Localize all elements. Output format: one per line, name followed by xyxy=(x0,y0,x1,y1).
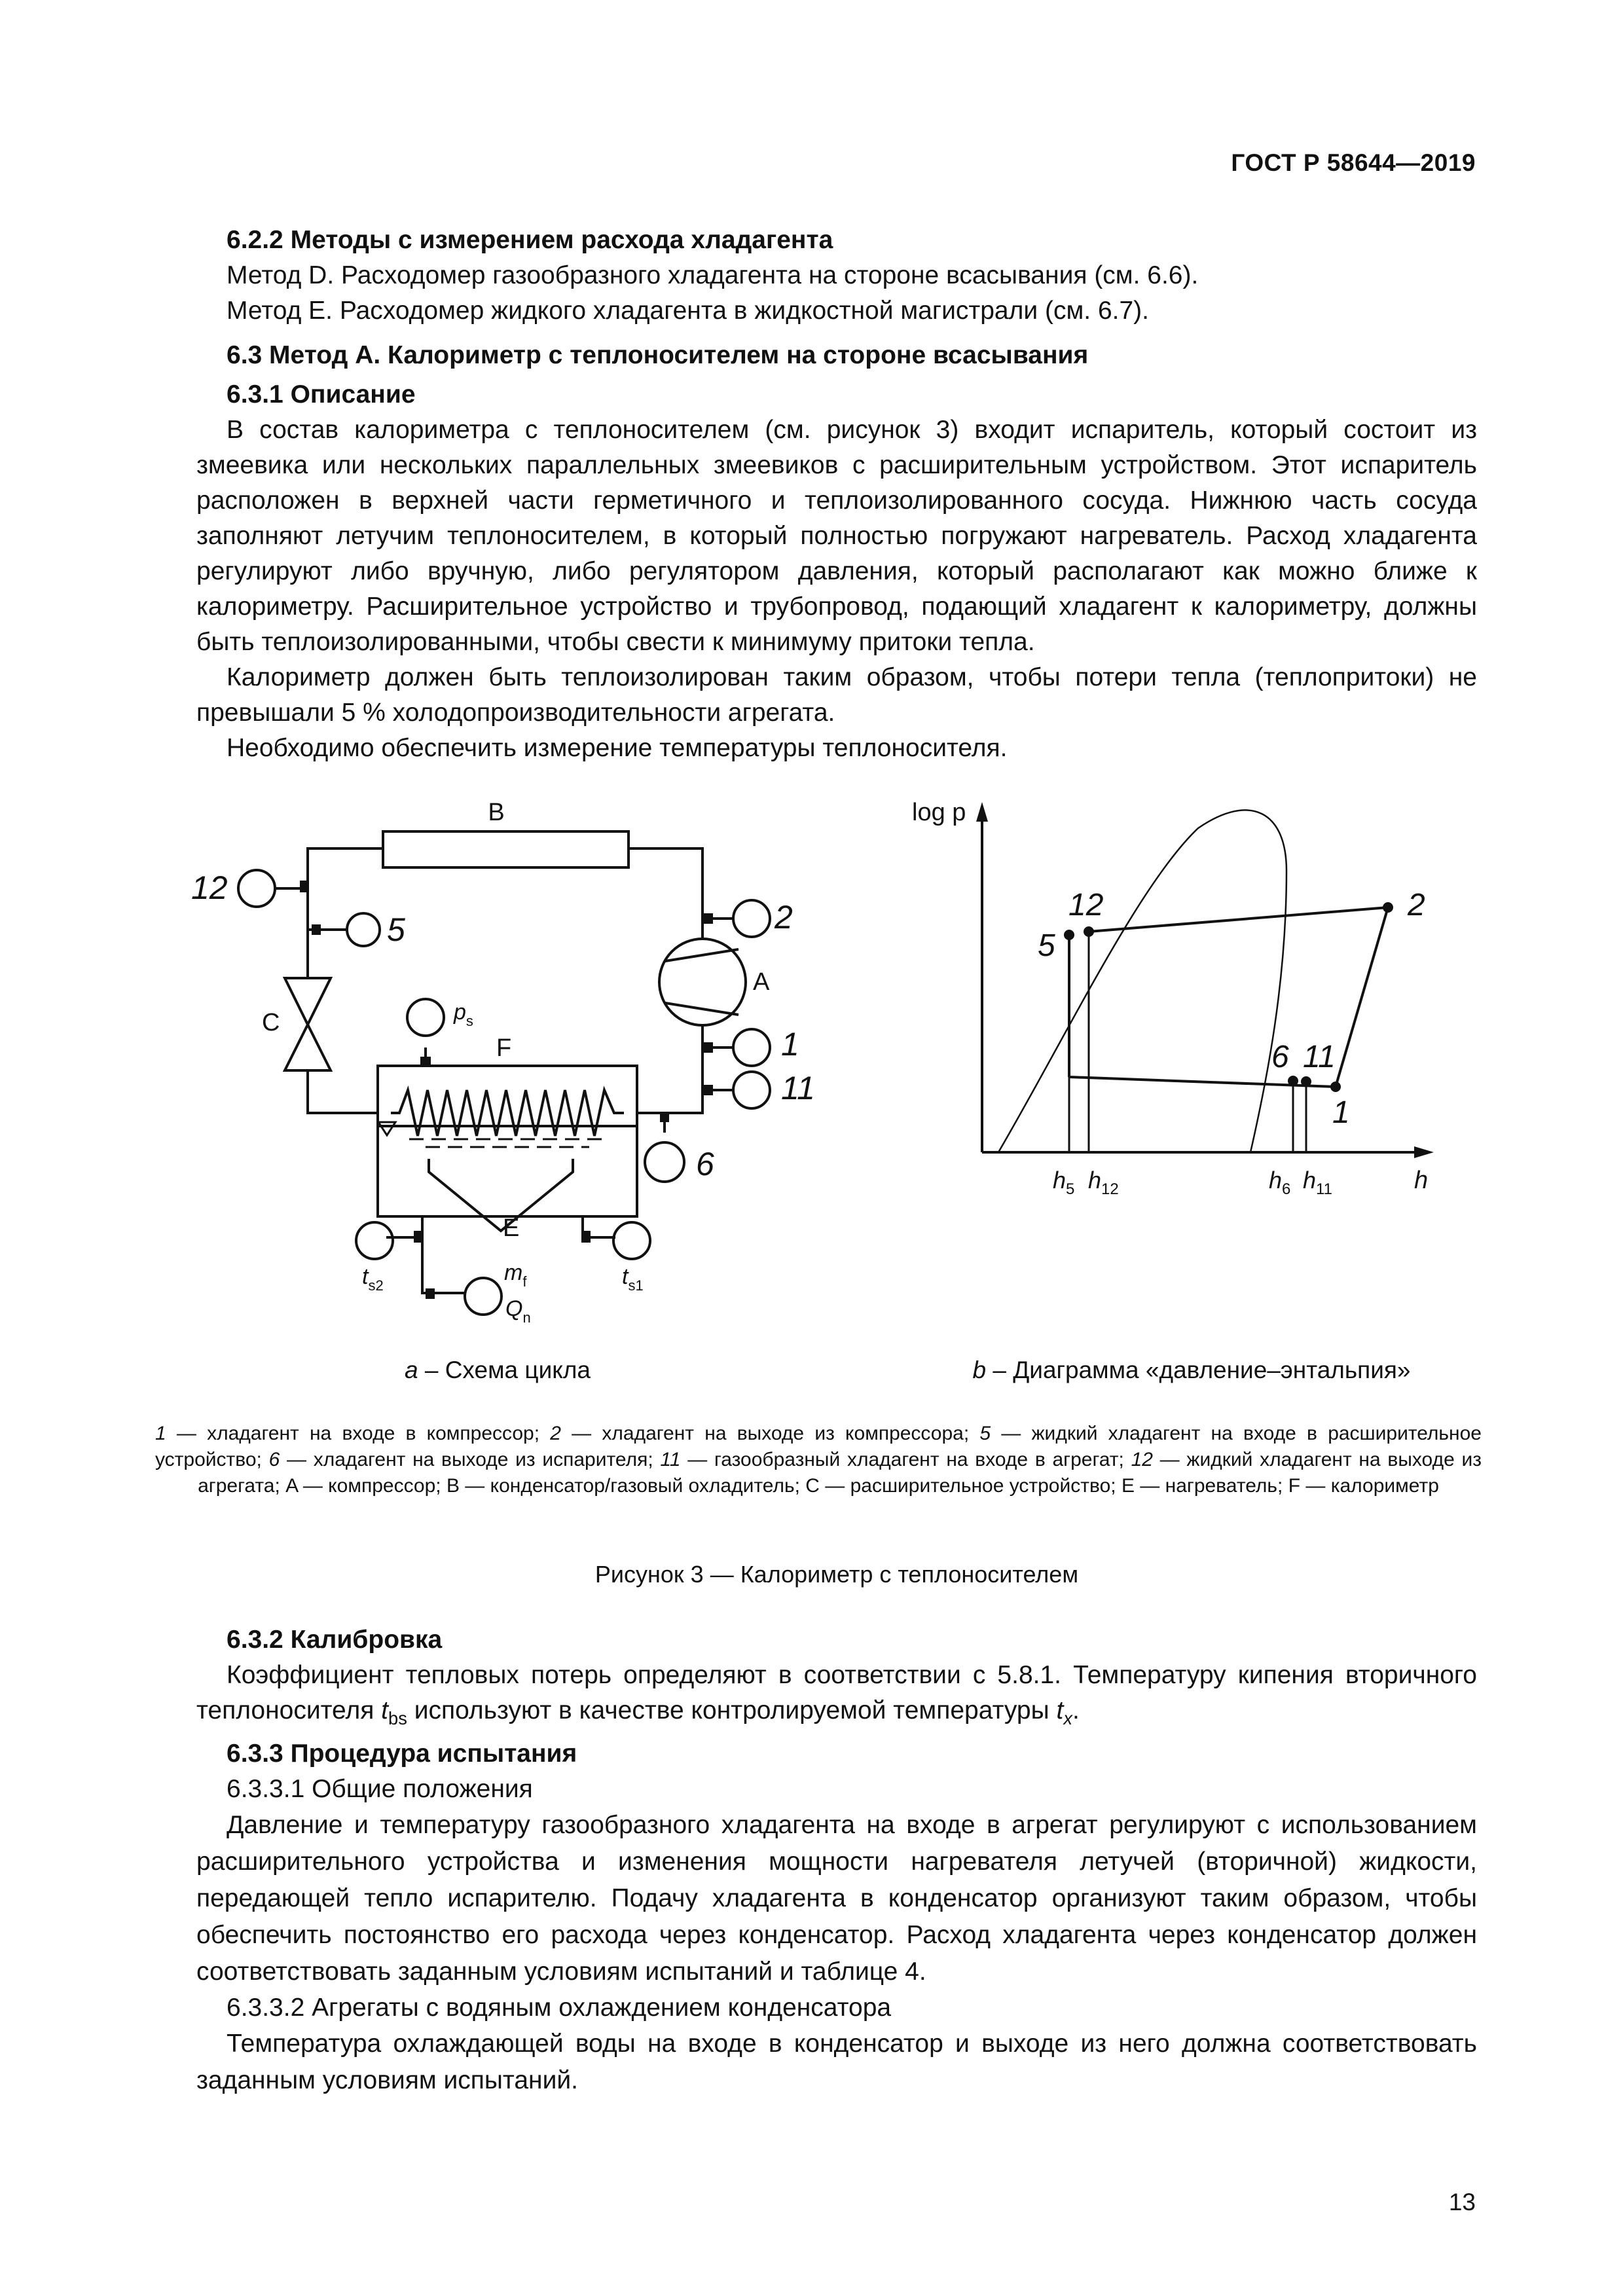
tick-h5: $h_5$ xyxy=(1053,1167,1075,1198)
label-qn: $Q_n$ xyxy=(505,1296,531,1326)
calibration-section xyxy=(196,1622,1477,2099)
heading-6-3-3: 6.3.3 Процедура испытания xyxy=(227,1739,577,1768)
label-a: A xyxy=(753,968,770,996)
ph-chart xyxy=(912,799,1434,1198)
label-f: F xyxy=(496,1034,512,1062)
calorimeter-f xyxy=(378,1066,637,1216)
cycle-schematic xyxy=(238,831,770,1315)
schematic-labels xyxy=(191,799,815,1326)
heading-6-3-2: 6.3.2 Калибровка xyxy=(227,1626,443,1654)
tick-h12: $h_{12}$ xyxy=(1088,1167,1119,1198)
sensor-12 xyxy=(238,870,275,907)
chart-label-5: 5 xyxy=(1038,928,1055,963)
figure-title: Рисунок 3 — Калориметр с теплоносителем xyxy=(594,1561,1079,1588)
evaporator-coil xyxy=(391,1090,624,1136)
marker-guides xyxy=(1069,932,1306,1152)
page-number: 13 xyxy=(1448,2189,1476,2215)
saturation-dome xyxy=(998,810,1286,1152)
document-code: ГОСТ Р 58644—2019 xyxy=(1231,149,1476,176)
label-ts2: $t_{s2}$ xyxy=(362,1264,384,1294)
chart-label-1: 1 xyxy=(1332,1095,1350,1130)
paragraph-description: В состав калориметра с теплоносителем (см. рисунок 3) входит испаритель, который состоит из змеевика или нескольких параллельных змеевиков с расширительным устройством. Этот испаритель расположен в верхней части герметичного и теплоизолированного сосуда. Нижнюю часть сосуда заполняют летучим теплоносителем, в который полностью погружают нагреватель. Расход хладагента регулируют либо вручную, либо регулятором давления, который располагают как можно ближе к калориметру. Расширительное устройство и трубопровод, подающий хладагент к калориметру, должны быть теплоизолированными, чтобы свести к минимуму притоки тепла. xyxy=(196,416,1477,656)
compressor-a xyxy=(659,939,746,1025)
sensor-ps xyxy=(407,999,444,1036)
label-6: 6 xyxy=(696,1146,714,1182)
liquid-surface-dashes xyxy=(409,1139,606,1147)
method-d: Метод D. Расходомер газообразного хладагента на стороне всасывания (см. 6.6). xyxy=(227,261,1199,289)
point-12 xyxy=(1084,926,1094,937)
chart-label-6: 6 xyxy=(1271,1040,1289,1074)
label-2: 2 xyxy=(775,899,793,936)
caption-b: b – Диаграмма «давление–энтальпия» xyxy=(972,1357,1411,1383)
label-12: 12 xyxy=(191,869,228,906)
sensor-mf xyxy=(465,1278,501,1315)
point-5 xyxy=(1064,930,1074,940)
tick-h11: $h_{11}$ xyxy=(1303,1167,1332,1198)
y-axis-label: log p xyxy=(912,799,966,826)
sensor-ts2 xyxy=(356,1222,393,1259)
paragraph-measurement: Необходимо обеспечить измерение температуры теплоносителя. xyxy=(227,734,1008,762)
method-e: Метод E. Расходомер жидкого хладагента в жидкостной магистрали (см. 6.7). xyxy=(227,297,1150,325)
point-6 xyxy=(1288,1076,1298,1086)
label-mf: $m_f$ xyxy=(504,1260,527,1290)
label-5: 5 xyxy=(387,911,405,948)
chart-label-2: 2 xyxy=(1408,888,1425,922)
expansion-valve-c xyxy=(285,978,331,1070)
chart-label-12: 12 xyxy=(1068,888,1104,922)
level-indicator xyxy=(378,1122,395,1135)
label-1: 1 xyxy=(781,1026,799,1063)
point-1 xyxy=(1330,1082,1341,1092)
y-axis-arrow xyxy=(976,802,988,822)
label-e: E xyxy=(503,1214,520,1242)
heater-e xyxy=(429,1159,573,1231)
sensor-6 xyxy=(645,1142,684,1182)
label-c: C xyxy=(262,1009,280,1036)
x-axis-label: h xyxy=(1414,1167,1429,1194)
sensor-2 xyxy=(733,900,770,937)
sensor-5 xyxy=(347,913,380,946)
tick-h6: $h_6$ xyxy=(1269,1167,1291,1198)
sensor-11 xyxy=(733,1072,770,1108)
label-b: B xyxy=(488,799,505,826)
label-ps: $p_s$ xyxy=(454,1000,473,1029)
heading-6-2-2: 6.2.2 Методы с измерением расхода хладагента xyxy=(227,226,833,254)
figure-legend: 1 — хладагент на входе в компрессор; 2 — хладагент на выходе из компрессора; 5 — жидкий хладагент на входе в расширительное устройство; 6 — хладагент на выходе из испарителя; 11 — газообразный хладагент на входе в агрегат; 12 — жидкий хладагент на выходе из агрегата; A — компрессор; B — конденсатор/газовый охладитель; C — расширительное устройство; E — нагреватель; F — калориметр xyxy=(155,1423,1482,1497)
label-11: 11 xyxy=(781,1070,815,1106)
paragraph-water-cooled: Температура охлаждающей воды на входе в конденсатор и выходе из него должна соответствовать заданным условиям испытаний. xyxy=(196,2029,1477,2094)
cycle-line-condensation xyxy=(1089,907,1388,932)
heading-6-3: 6.3 Метод А. Калориметр с теплоносителем на стороне всасывания xyxy=(227,341,1089,369)
compressor-symbol xyxy=(665,949,739,1015)
condenser-b xyxy=(383,831,629,867)
paragraph-insulation: Калориметр должен быть теплоизолирован таким образом, чтобы потери тепла (теплопритоки) не превышали 5 % холодопроизводительности агрегата. xyxy=(196,663,1477,727)
paragraph-general: Давление и температуру газообразного хладагента на входе в агрегат регулируют с использованием расширительного устройства и изменения мощности нагревателя летучей (вторичной) жидкости, передающей тепло испарителю. Подачу хладагента в конденсатор организуют таким образом, чтобы обеспечить постоянство его расхода через конденсатор. Расход хладагента через конденсатор должен соответствовать заданным условиям испытаний и таблице 4. xyxy=(196,1810,1477,1986)
caption-a: a – Схема цикла xyxy=(404,1357,591,1383)
point-2 xyxy=(1383,902,1393,913)
sensor-ts1 xyxy=(613,1222,650,1259)
x-axis-arrow xyxy=(1414,1146,1434,1158)
chart-label-11: 11 xyxy=(1303,1040,1336,1074)
sensor-1 xyxy=(733,1029,770,1066)
heading-6-3-1: 6.3.1 Описание xyxy=(227,380,416,409)
point-11 xyxy=(1301,1076,1311,1087)
paragraph-calibration: Коэффициент тепловых потерь определяют в соответствии с 5.8.1. Температуру кипения вторичного теплоносителя $t_{bs}$ используют в качестве контролируемой температуры $t_x$. xyxy=(196,1661,1477,1728)
subheading-6-3-3-2: 6.3.3.2 Агрегаты с водяным охлаждением конденсатора xyxy=(227,1993,892,2022)
subheading-6-3-3-1: 6.3.3.1 Общие положения xyxy=(227,1774,533,1803)
label-ts1: $t_{s1}$ xyxy=(622,1264,644,1294)
cycle-line-compression xyxy=(1336,907,1388,1087)
refrigerant-loop xyxy=(308,848,702,1113)
